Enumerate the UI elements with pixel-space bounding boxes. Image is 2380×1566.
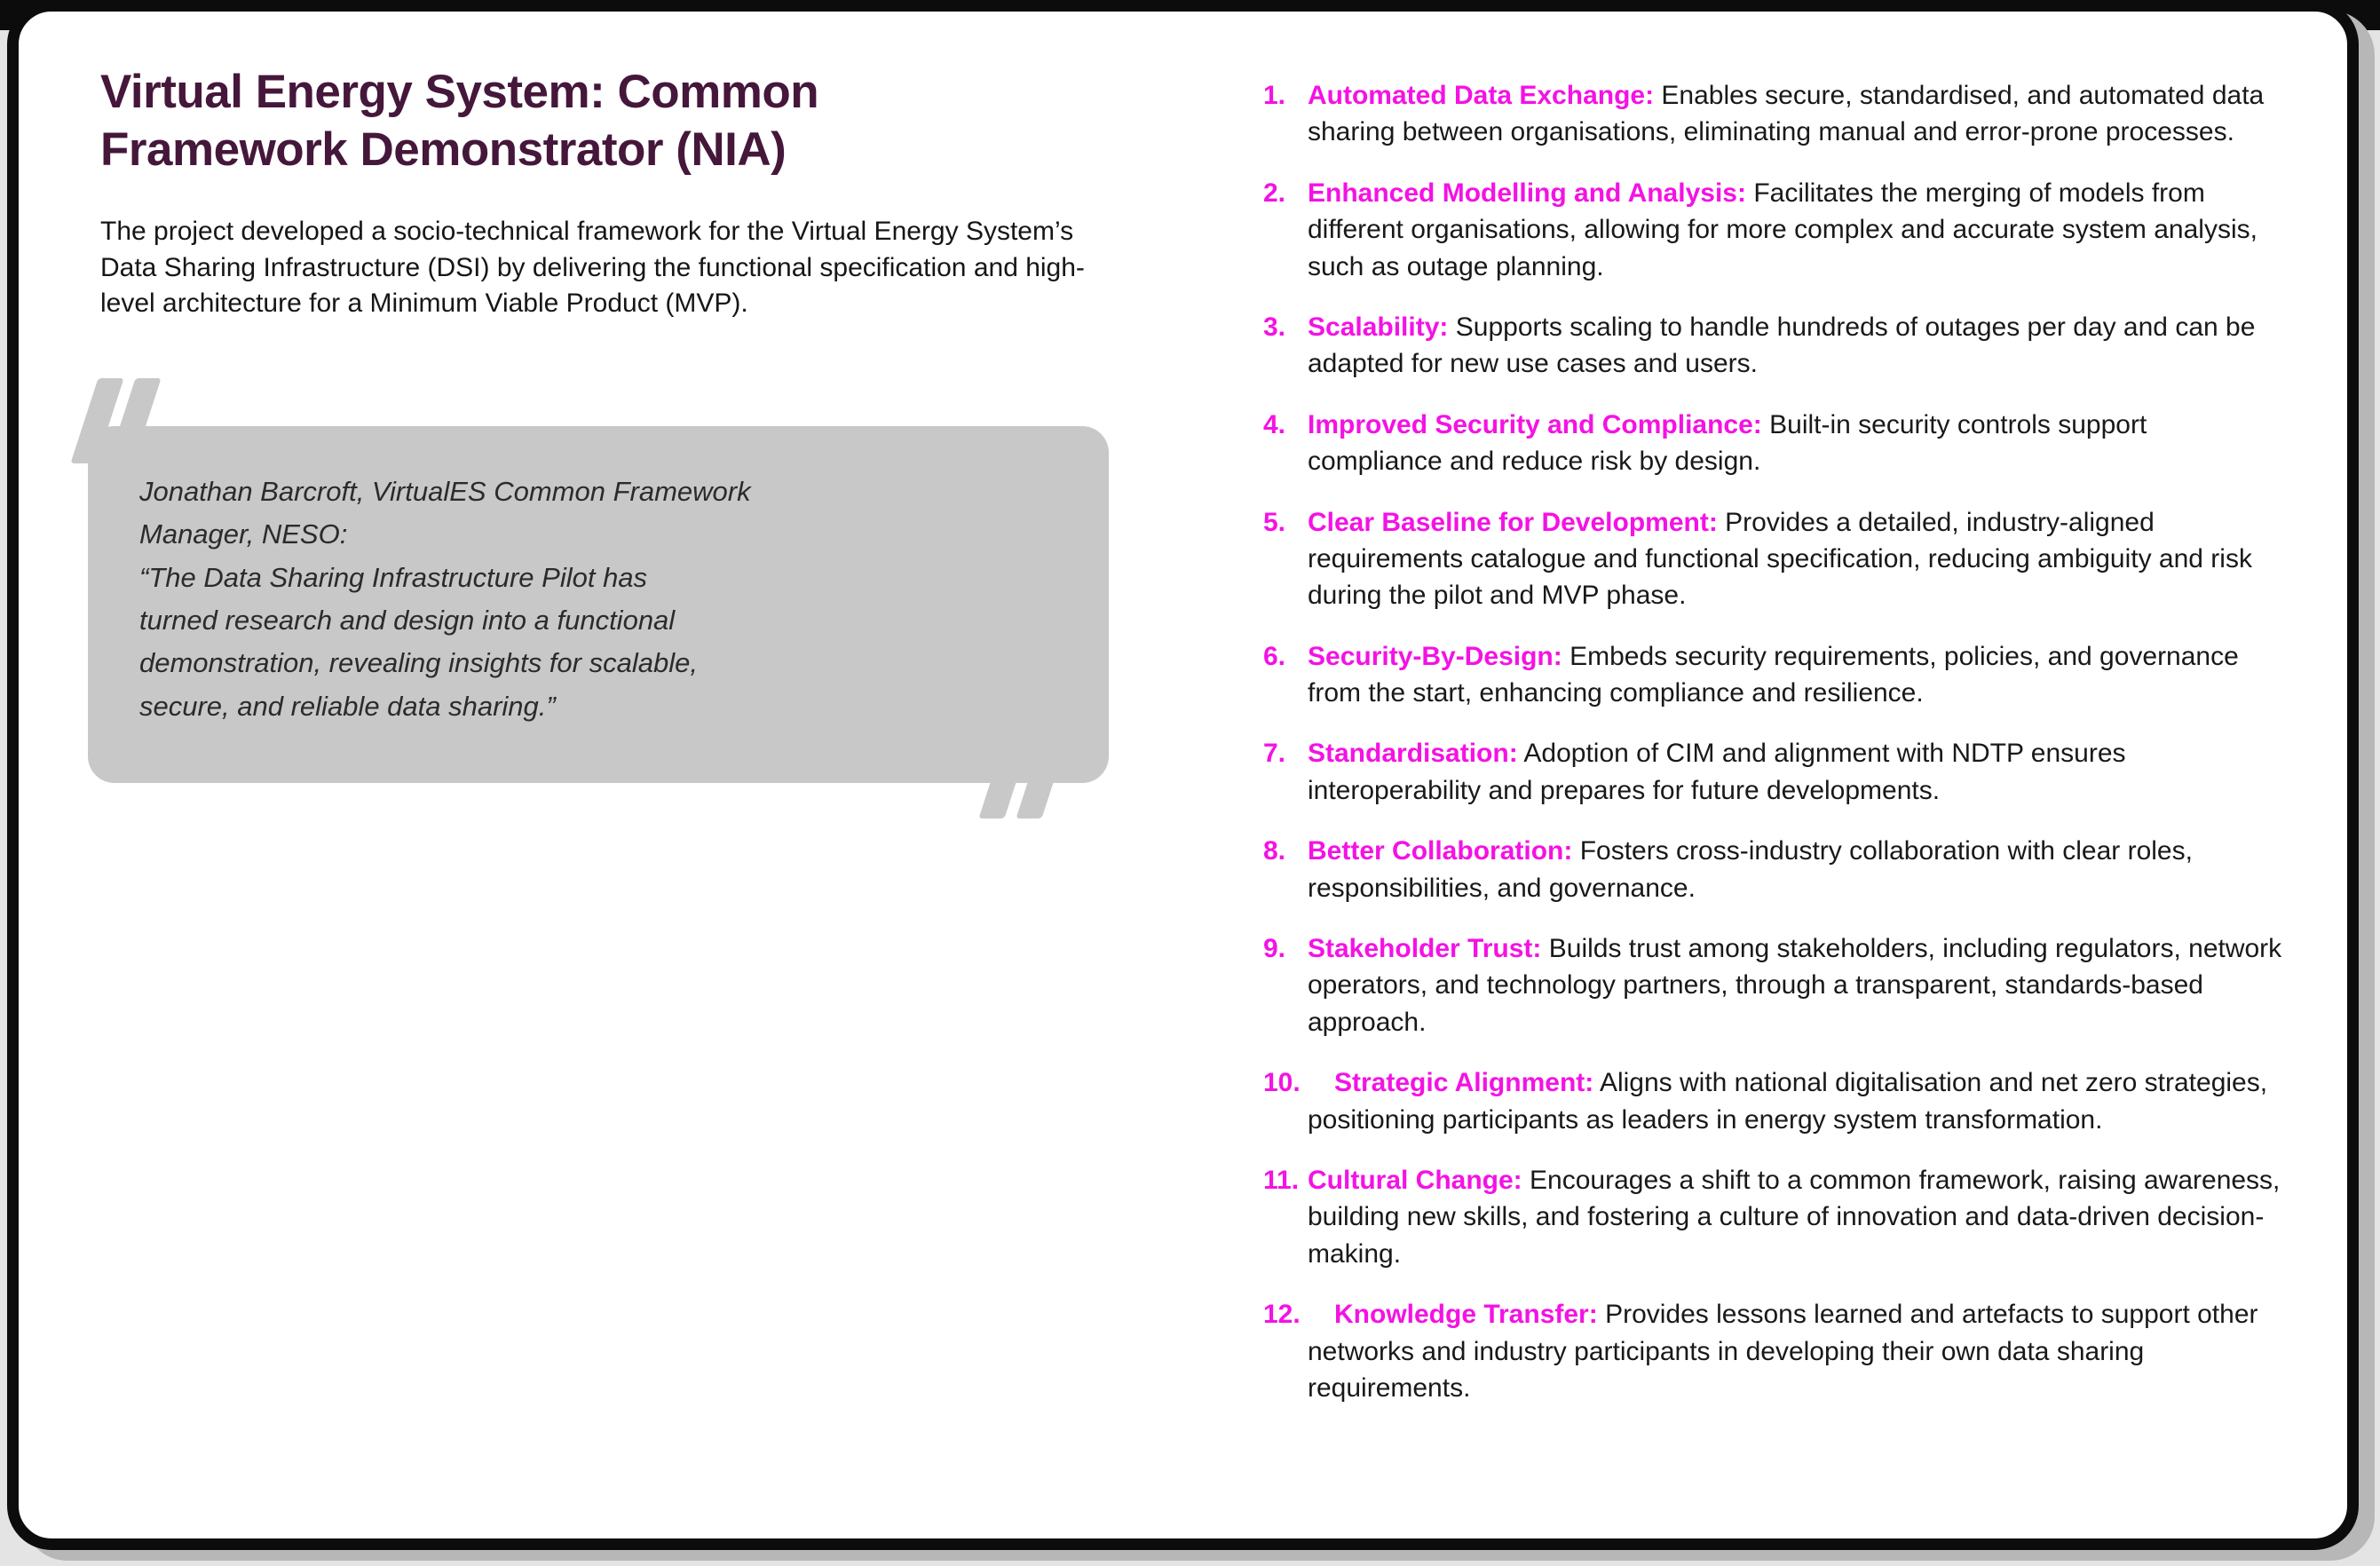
item-number: 9. [1263,934,1286,964]
page-content [19,12,2347,1538]
item-body: Adoption of CIM and alignment with NDTP ensures interoperability and prepares for future developments. [1308,739,2126,805]
item-number: 8. [1263,836,1286,866]
item-heading: Scalability: [1308,312,1449,342]
open-quote-icon [84,378,147,463]
item-heading: Clear Baseline for Development: [1308,507,1718,537]
item-body: Aligns with national digitalisation and net zero strategies, positioning participants as leaders in energy system transformation. [1308,1068,2268,1135]
list-item [1263,77,2285,151]
list-item [1263,309,2285,383]
list-item [1263,1162,2285,1272]
quote-line: demonstration, revealing insights for scalable, [139,647,698,679]
item-heading: Improved Security and Compliance: [1308,409,1762,439]
item-number: 3. [1263,312,1286,342]
intro-paragraph: The project developed a socio-technical framework for the Virtual Energy System’s Data Sharing Infrastructure (DSI) by delivering the functional specification and high-level architecture for a Minimum Viable Product (MVP). [100,217,1085,318]
page-title: Virtual Energy System: Common Framework Demonstrator (NIA) [100,66,819,177]
item-body: Encourages a shift to a common framework, raising awareness, building new skills, and fostering a culture of innovation and data-driven decision-making. [1308,1165,2281,1269]
item-heading: Knowledge Transfer: [1334,1300,1598,1330]
item-body: Builds trust among stakeholders, including regulators, network operators, and technology partners, through a transparent, standards-based approach. [1308,934,2282,1037]
quote-line: Jonathan Barcroft, VirtualES Common Framework [139,475,751,507]
quote-box [88,426,1109,783]
quote-line: turned research and design into a functional [139,605,676,637]
item-number: 7. [1263,739,1286,769]
item-number: 6. [1263,641,1286,671]
item-body: Facilitates the merging of models from different organisations, allowing for more complex and accurate system analysis, such as outage planning. [1308,178,2257,281]
close-quote-icon [992,733,1056,819]
item-number: 1. [1263,81,1286,110]
item-body: Provides a detailed, industry-aligned requirements catalogue and functional specification, reducing ambiguity and risk during the pilot and MVP phase. [1308,507,2252,611]
item-body: Provides lessons learned and artefacts to support other networks and industry participants in developing their own data sharing requirements. [1308,1300,2258,1403]
item-number: 12. [1263,1300,1301,1330]
quote-line: secure, and reliable data sharing.” [139,690,556,722]
list-item [1263,504,2285,614]
quote-line: Manager, NESO: [139,518,348,550]
list-item [1263,638,2285,712]
item-number: 2. [1263,178,1286,208]
item-number: 11. [1263,1165,1300,1195]
item-heading: Cultural Change: [1308,1165,1522,1195]
item-heading: Better Collaboration: [1308,836,1573,866]
item-body: Built-in security controls support compliance and reduce risk by design. [1308,409,2147,477]
item-number: 4. [1263,409,1286,439]
item-body: Embeds security requirements, policies, and governance from the start, enhancing compliance and resilience. [1308,641,2239,708]
benefits-list [1263,77,2285,1406]
item-heading: Security-By-Design: [1308,641,1562,671]
item-body: Enables secure, standardised, and automated data sharing between organisations, eliminating manual and error-prone processes. [1308,81,2265,147]
list-item [1263,833,2285,906]
item-body: Supports scaling to handle hundreds of outages per day and can be adapted for new use cases and users. [1308,312,2256,379]
quote-line: “The Data Sharing Infrastructure Pilot has [139,561,648,593]
right-column [1263,63,2285,1538]
page-card [7,0,2359,1550]
item-heading: Strategic Alignment: [1334,1068,1594,1098]
list-item [1263,407,2285,480]
list-item [1263,175,2285,285]
item-number: 5. [1263,507,1286,537]
list-item [1263,1296,2285,1406]
left-column [100,63,1188,1538]
item-heading: Standardisation: [1308,739,1518,769]
item-heading: Enhanced Modelling and Analysis: [1308,178,1746,208]
list-item [1263,930,2285,1040]
quote-text [139,471,1060,728]
list-item [1263,1064,2285,1138]
item-heading: Automated Data Exchange: [1308,81,1655,110]
list-item [1263,735,2285,809]
item-number: 10. [1263,1068,1301,1098]
item-body: Fosters cross-industry collaboration with clear roles, responsibilities, and governance. [1308,836,2193,903]
item-heading: Stakeholder Trust: [1308,934,1542,964]
